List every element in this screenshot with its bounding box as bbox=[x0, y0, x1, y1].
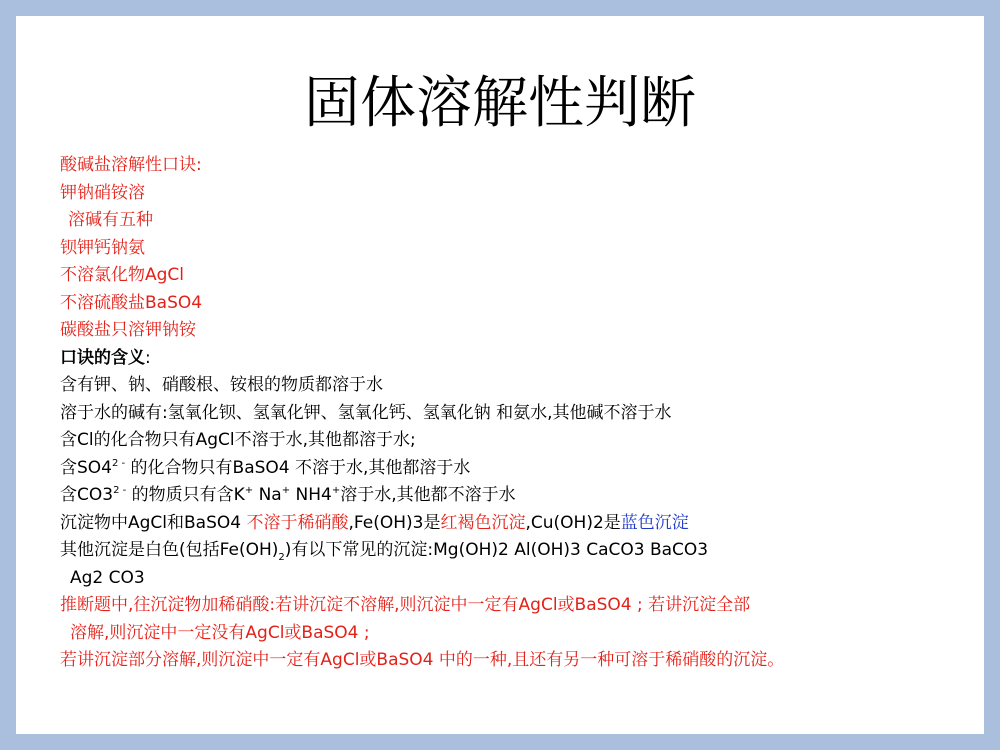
carbonate-text-c: Na bbox=[253, 485, 282, 505]
inference-line-1: 推断题中,往沉淀物加稀硝酸:若讲沉淀不溶解,则沉淀中一定有AgCl或BaSO4 ; 若讲沉淀全部 bbox=[60, 595, 751, 615]
rhyme-line-4: 不溶氯化物AgCl bbox=[60, 265, 185, 285]
carbonate-charge: 2 - bbox=[113, 485, 127, 496]
carbonate-text-e: 溶于水,其他都不溶于水 bbox=[340, 485, 516, 505]
rhyme-line-2: 溶碱有五种 bbox=[68, 210, 153, 230]
white-precip-text-a: 其他沉淀是白色(包括Fe(OH) bbox=[60, 540, 279, 560]
slide-body bbox=[60, 152, 960, 675]
meaning-heading-line bbox=[60, 345, 960, 373]
white-precip-subscript: 2 bbox=[278, 552, 285, 563]
meaning-line-2: 溶于水的碱有:氢氧化钡、氢氧化钾、氢氧化钙、氢氧化钠 和氨水,其他碱不溶于水 bbox=[60, 402, 672, 423]
sulfate-text-a: 含SO4 bbox=[60, 457, 112, 478]
inference-line-2: 溶解,则沉淀中一定没有AgCl或BaSO4 ; bbox=[70, 622, 370, 643]
red-brown-precip-text: 红褐色沉淀 bbox=[440, 512, 526, 533]
carbonate-text-a: 含CO3 bbox=[60, 485, 114, 505]
precip-text-c: ,Cu(OH)2是 bbox=[525, 512, 621, 533]
slide bbox=[16, 16, 984, 734]
meaning-line-5 bbox=[60, 482, 960, 510]
sodium-charge: + bbox=[281, 485, 291, 496]
ammonium-charge: + bbox=[331, 485, 341, 496]
meaning-line-6 bbox=[60, 510, 960, 538]
meaning-line-8: Ag2 CO3 bbox=[70, 567, 145, 588]
white-precip-text-b: )有以下常见的沉淀:Mg(OH)2 Al(OH)3 CaCO3 BaCO3 bbox=[284, 540, 709, 560]
blue-precip-text: 蓝色沉淀 bbox=[620, 512, 689, 533]
meaning-line-1: 含有钾、钠、硝酸根、铵根的物质都溶于水 bbox=[60, 375, 383, 395]
meaning-heading: 口诀的含义 bbox=[60, 347, 145, 368]
carbonate-text-d: NH4 bbox=[290, 485, 332, 505]
meaning-line-4 bbox=[60, 455, 960, 483]
precip-text-a: 沉淀物中AgCl和BaSO4 bbox=[60, 512, 247, 533]
inference-line-3: 若讲沉淀部分溶解,则沉淀中一定有AgCl或BaSO4 中的一种,且还有另一种可溶于稀硝酸的沉淀。 bbox=[60, 650, 785, 670]
rhyme-line-5: 不溶硫酸盐BaSO4 bbox=[60, 292, 203, 313]
meaning-line-3: 含Cl的化合物只有AgCl不溶于水,其他都溶于水; bbox=[60, 430, 416, 450]
carbonate-text-b: 的物质只有含K bbox=[126, 485, 245, 505]
rhyme-line-3: 钡钾钙钠氨 bbox=[60, 237, 145, 258]
sulfate-charge: 2 - bbox=[112, 457, 126, 469]
potassium-charge: + bbox=[244, 485, 254, 496]
rhyme-line-6: 碳酸盐只溶钾钠铵 bbox=[60, 320, 196, 340]
meaning-line-7 bbox=[60, 537, 960, 565]
rhyme-heading: 酸碱盐溶解性口诀: bbox=[60, 155, 202, 175]
meaning-colon: : bbox=[145, 347, 151, 368]
slide-title: 固体溶解性判断 bbox=[304, 71, 696, 136]
insoluble-nitric-text: 不溶于稀硝酸 bbox=[246, 512, 349, 533]
rhyme-line-1: 钾钠硝铵溶 bbox=[60, 182, 145, 203]
precip-text-b: ,Fe(OH)3是 bbox=[348, 512, 441, 533]
sulfate-text-b: 的化合物只有BaSO4 不溶于水,其他都溶于水 bbox=[125, 457, 471, 478]
